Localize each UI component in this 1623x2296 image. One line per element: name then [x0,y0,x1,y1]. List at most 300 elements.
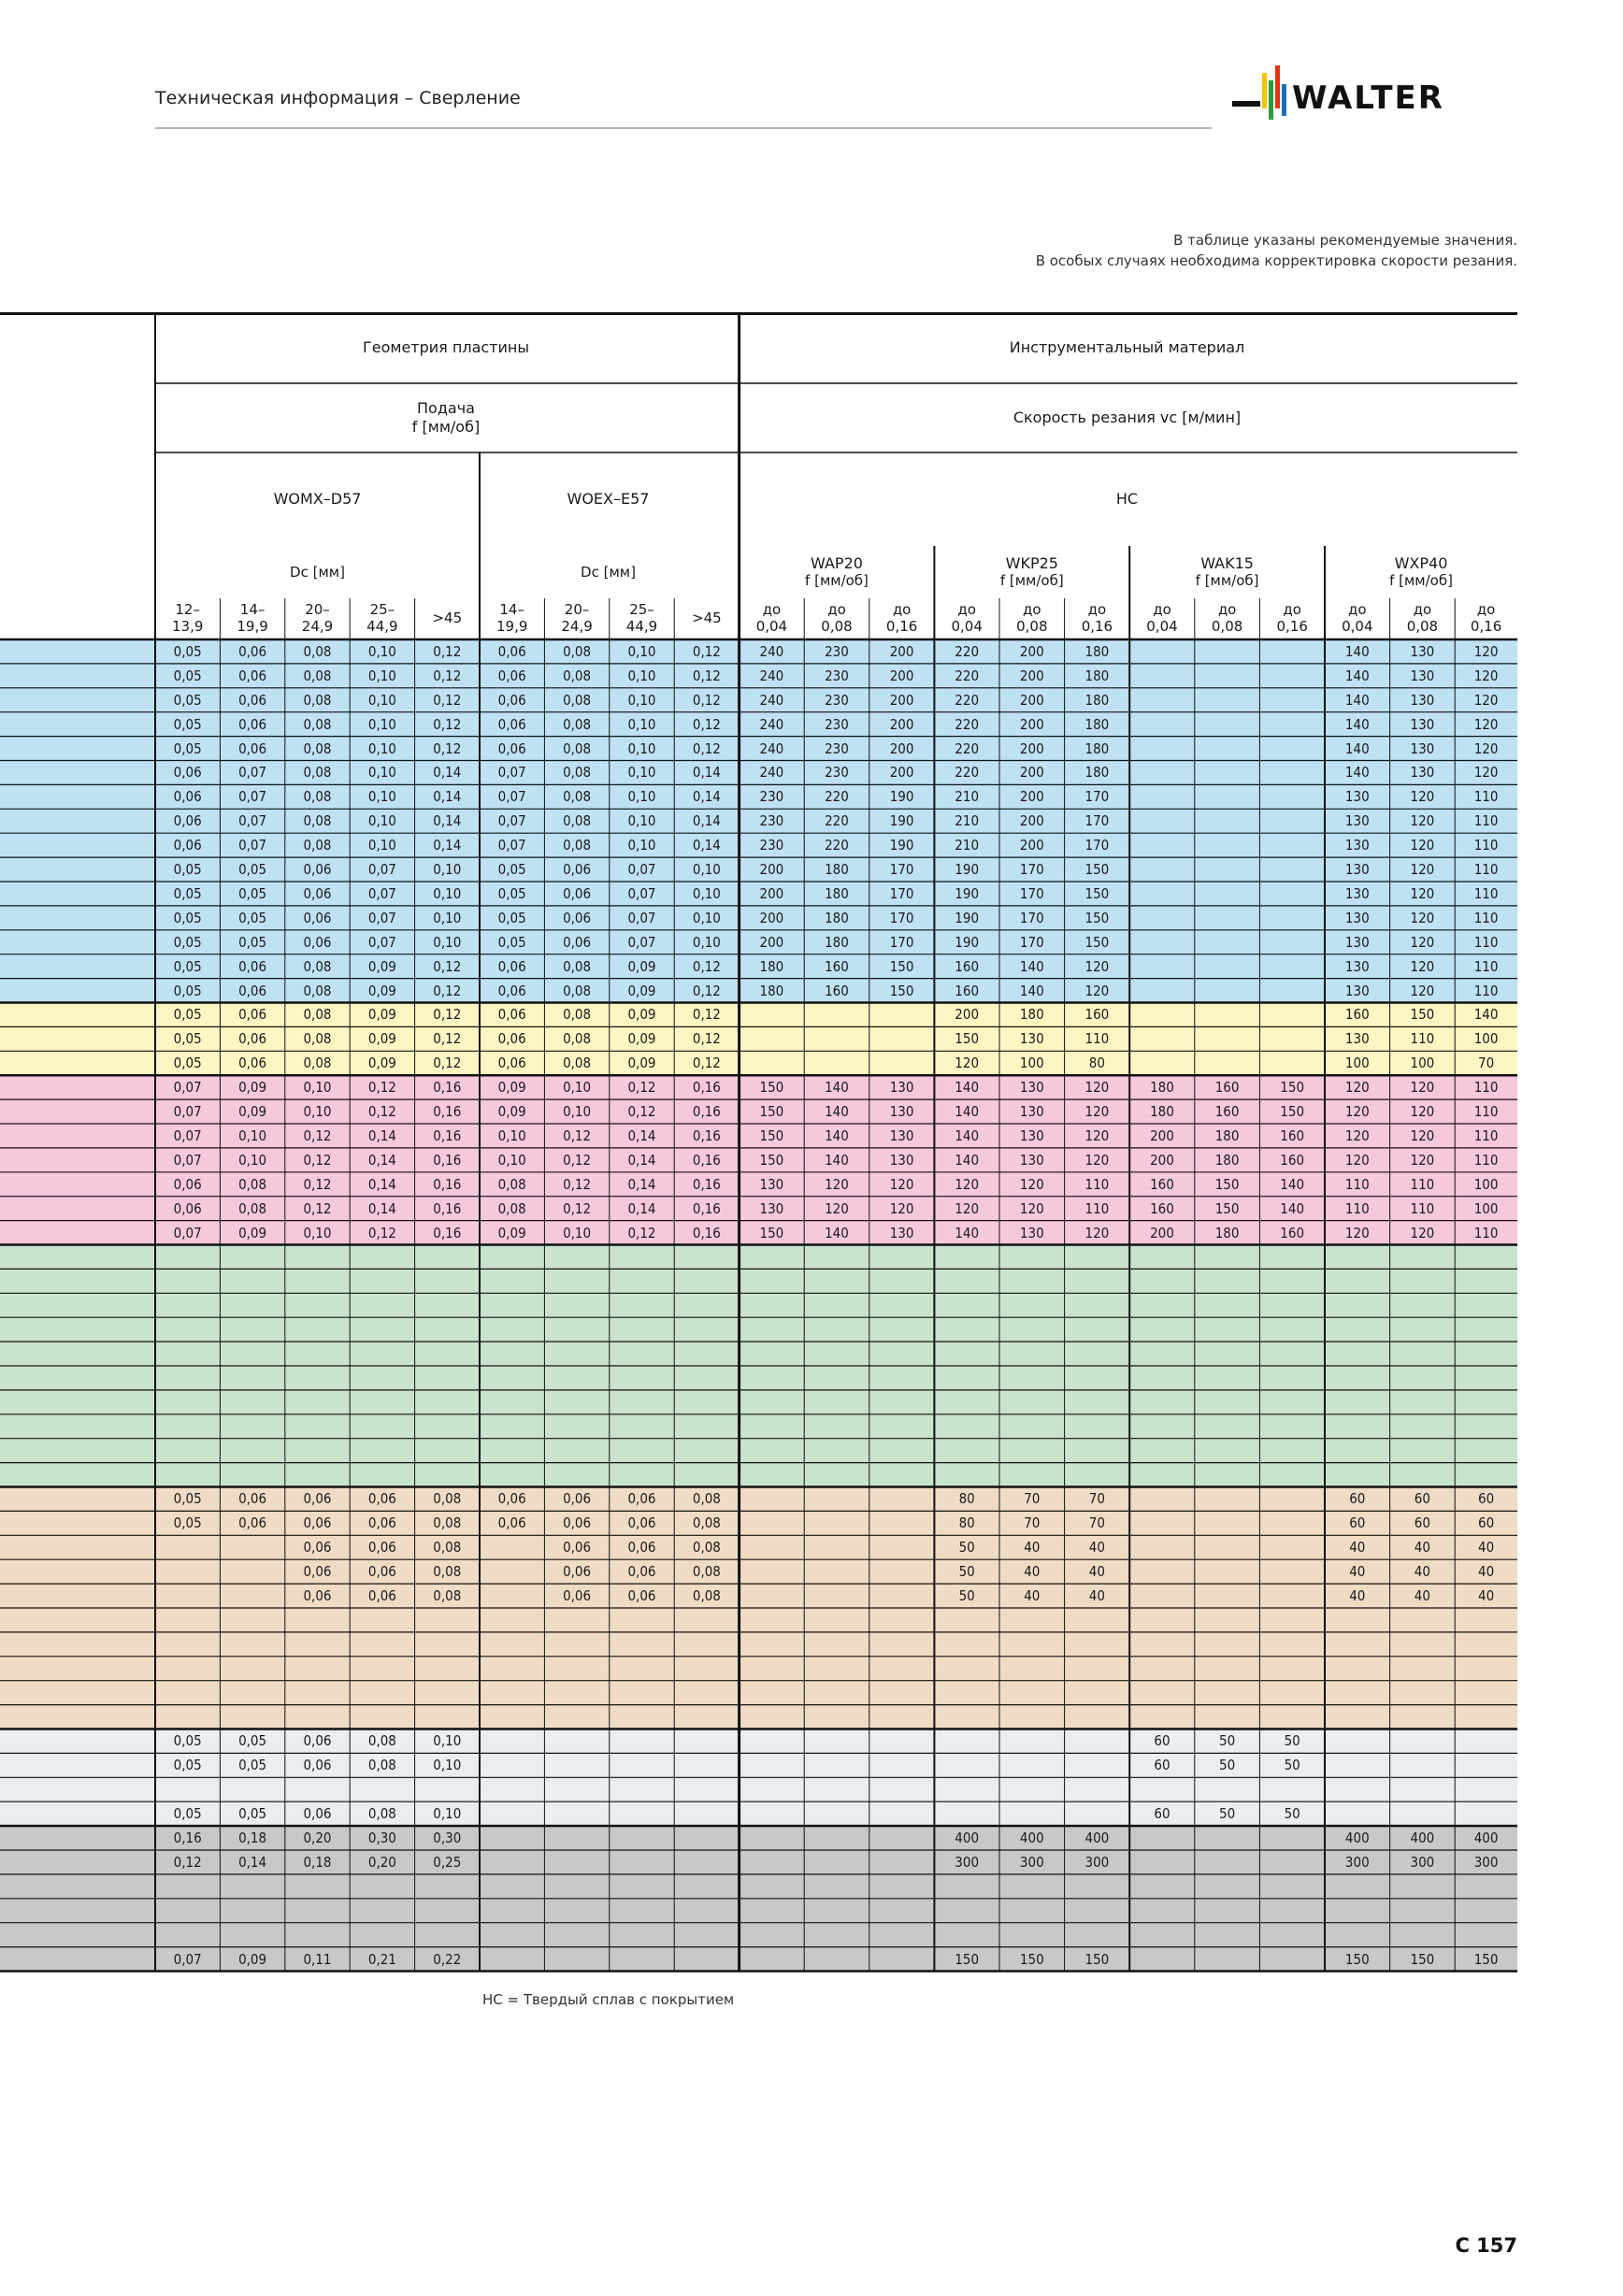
table-cell: 0,06 [497,957,526,975]
table-cell: 0,12 [627,1079,656,1097]
table-cell: 0,14 [627,1151,656,1169]
table-cell: 0,10 [238,1151,267,1169]
table-cell: 0,16 [433,1175,462,1193]
table-cell: 0,10 [563,1103,592,1121]
grade-name: WXP40 [1394,554,1448,572]
table-cell: 0,12 [173,1853,202,1871]
column-subheader: до 0,16 [885,601,918,635]
table-cell: 0,14 [367,1151,396,1169]
table-cell: 0,14 [627,1175,656,1193]
table-cell: 0,14 [692,812,721,830]
table-cell: 200 [1150,1151,1174,1169]
table-cell: 400 [955,1830,980,1847]
table-cell: 240 [759,691,784,709]
table-cell: 0,12 [692,957,721,975]
column-subheader: 14– 19,9 [237,601,268,635]
table-cell: 120 [1410,1224,1435,1241]
column-subheader: 14– 19,9 [496,601,528,635]
table-cell: 0,10 [367,715,396,733]
table-cell: 0,05 [238,884,267,902]
table-cell: 0,05 [173,909,202,926]
grade-feed-unit: f [мм/об] [1389,572,1453,589]
grade-name: WAK15 [1200,554,1254,572]
table-cell: 140 [1344,691,1370,709]
table-cell: 0,07 [238,788,267,806]
table-cell: 0,05 [173,933,202,951]
table-cell: 0,08 [563,1006,592,1024]
table-cell: 80 [958,1490,975,1508]
table-cell: 0,12 [563,1151,592,1169]
table-cell: 240 [759,764,784,782]
table-cell: 140 [1473,1006,1499,1024]
table-cell: 200 [1019,812,1044,830]
table-cell: 0,08 [303,691,332,709]
column-subheader: до 0,08 [1016,601,1048,635]
table-cell: 200 [889,667,914,684]
table-cell: 0,09 [627,982,656,999]
table-cell: 70 [1088,1490,1105,1508]
table-cell: 180 [1084,739,1110,757]
table-cell: 0,18 [303,1853,332,1871]
table-cell: 150 [1410,1006,1435,1024]
table-cell: 0,07 [367,909,396,926]
table-cell: 0,07 [173,1126,202,1144]
table-cell: 150 [1473,1950,1499,1968]
table-cell: 150 [955,1950,980,1968]
column-subheader: до 0,08 [1406,601,1439,635]
table-cell: 0,06 [563,861,592,879]
table-cell: 60 [1154,1805,1171,1823]
table-cell: 0,05 [173,667,202,684]
table-cell: 160 [1084,1006,1110,1024]
table-cell: 120 [825,1175,849,1193]
cutting-data-table [0,312,1517,1973]
table-cell: 70 [1024,1514,1041,1532]
column-subheader: 20– 24,9 [561,601,593,635]
table-cell: 140 [955,1103,980,1121]
table-cell: 0,08 [433,1490,462,1508]
table-cell: 0,08 [563,667,592,684]
table-cell: 180 [1084,715,1110,733]
table-cell: 0,12 [692,642,721,660]
table-cell: 170 [889,861,914,879]
table-cell: 160 [955,957,980,975]
row-background [0,1269,1517,1293]
table-cell: 0,06 [303,861,332,879]
table-cell: 110 [1473,1079,1499,1097]
table-cell: 0,06 [238,642,267,660]
table-cell: 220 [955,642,980,660]
table-cell: 170 [1084,837,1110,854]
table-cell: 120 [1344,1079,1370,1097]
table-cell: 0,05 [173,691,202,709]
row-background [0,1632,1517,1657]
table-cell: 0,07 [367,933,396,951]
table-cell: 130 [889,1126,914,1144]
feed-unit: f [мм/об] [411,418,481,436]
table-cell: 0,14 [692,788,721,806]
table-cell: 0,07 [627,933,656,951]
grade-feed-unit: f [мм/об] [999,572,1064,589]
table-cell: 0,06 [238,982,267,999]
table-cell: 0,20 [303,1830,332,1847]
table-cell: 190 [955,884,980,902]
table-cell: 120 [1084,1079,1110,1097]
table-cell: 120 [1410,1151,1435,1169]
table-cell: 0,07 [627,909,656,926]
table-cell: 0,08 [563,739,592,757]
table-cell: 160 [1280,1126,1305,1144]
table-cell: 0,25 [433,1853,462,1871]
table-cell: 150 [759,1224,784,1241]
table-cell: 180 [825,909,849,926]
table-cell: 110 [1473,1151,1499,1169]
table-cell: 60 [1154,1732,1171,1750]
table-cell: 60 [1478,1514,1495,1532]
table-cell: 130 [1344,909,1370,926]
table-cell: 0,06 [497,1490,526,1508]
table-cell: 170 [1084,812,1110,830]
table-cell: 0,06 [563,909,592,926]
table-cell: 200 [1019,739,1044,757]
table-cell: 40 [1024,1539,1041,1557]
table-cell: 160 [825,982,849,999]
table-cell: 200 [1019,642,1044,660]
table-cell: 140 [1280,1175,1305,1193]
table-cell: 120 [1410,812,1435,830]
table-cell: 0,09 [367,982,396,999]
table-cell: 220 [955,691,980,709]
table-cell: 100 [1473,1199,1499,1217]
table-cell: 60 [1154,1757,1171,1774]
table-cell: 0,12 [433,1030,462,1048]
table-cell: 0,06 [497,739,526,757]
table-cell: 0,06 [497,1030,526,1048]
table-cell: 170 [889,884,914,902]
table-cell: 120 [1410,1126,1435,1144]
table-cell: 0,12 [692,739,721,757]
table-cell: 0,30 [433,1830,462,1847]
table-cell: 0,09 [367,1006,396,1024]
table-cell: 40 [1478,1587,1495,1605]
table-cell: 0,08 [563,788,592,806]
table-cell: 0,06 [173,812,202,830]
table-cell: 150 [1084,909,1110,926]
table-cell: 40 [1414,1539,1430,1557]
table-cell: 170 [889,909,914,926]
table-cell: 60 [1414,1490,1430,1508]
table-cell: 0,14 [433,837,462,854]
table-cell: 0,05 [173,1490,202,1508]
table-cell: 0,16 [692,1175,721,1193]
table-cell: 190 [955,933,980,951]
table-cell: 0,07 [173,1079,202,1097]
table-cell: 230 [759,837,784,854]
table-cell: 0,10 [692,909,721,926]
table-cell: 170 [1019,933,1044,951]
table-cell: 0,20 [367,1853,396,1871]
table-cell: 220 [825,837,849,854]
row-background [0,1559,1517,1584]
grade-header-wap20 [740,548,935,596]
column-subheader: 25– 44,9 [366,601,398,635]
table-cell: 0,05 [173,861,202,879]
table-cell: 0,12 [303,1175,332,1193]
walter-logo [1232,60,1518,131]
table-cell: 150 [955,1030,980,1048]
table-cell: 170 [1019,909,1044,926]
table-cell: 200 [759,909,784,926]
column-subheader: >45 [432,610,463,626]
table-cell: 0,06 [627,1563,656,1581]
table-cell: 0,07 [238,764,267,782]
table-cell: 0,06 [173,1175,202,1193]
table-cell: 0,07 [173,1950,202,1968]
table-cell: 150 [1280,1079,1305,1097]
table-cell: 0,06 [367,1490,396,1508]
table-cell: 0,10 [692,933,721,951]
table-cell: 0,08 [303,1030,332,1048]
table-cell: 200 [889,715,914,733]
table-cell: 120 [1084,1151,1110,1169]
table-cell: 60 [1478,1490,1495,1508]
table-cell: 180 [759,982,784,999]
table-cell: 0,05 [238,1805,267,1823]
table-cell: 0,08 [303,642,332,660]
table-cell: 0,10 [433,861,462,879]
table-cell: 110 [1410,1030,1435,1048]
table-cell: 0,12 [433,715,462,733]
table-cell: 0,12 [367,1224,396,1241]
grade-name: WKP25 [1005,554,1058,572]
table-cell: 200 [1019,691,1044,709]
table-cell: 50 [1284,1805,1300,1823]
row-background [0,1705,1517,1729]
table-cell: 0,06 [238,739,267,757]
table-cell: 0,10 [367,764,396,782]
table-cell: 130 [1019,1151,1044,1169]
table-cell: 140 [1019,957,1044,975]
table-cell: 120 [1473,715,1499,733]
table-cell: 0,05 [173,1006,202,1024]
table-cell: 180 [1084,642,1110,660]
table-cell: 220 [825,788,849,806]
table-cell: 150 [889,957,914,975]
table-cell: 0,08 [303,957,332,975]
table-cell: 0,07 [627,861,656,879]
table-cell: 0,14 [627,1199,656,1217]
table-cell: 140 [1344,739,1370,757]
table-cell: 0,16 [433,1224,462,1241]
row-background [0,1899,1517,1923]
table-cell: 110 [1473,957,1499,975]
table-cell: 50 [958,1563,975,1581]
table-cell: 0,05 [173,884,202,902]
table-cell: 170 [1019,884,1044,902]
header-rule [155,127,1212,129]
table-cell: 120 [1344,1103,1370,1121]
table-cell: 0,06 [367,1587,396,1605]
table-cell: 0,06 [563,884,592,902]
table-cell: 0,16 [433,1126,462,1144]
table-cell: 120 [955,1199,980,1217]
table-cell: 0,10 [303,1103,332,1121]
table-cell: 0,08 [692,1490,721,1508]
table-cell: 0,06 [238,1030,267,1048]
table-cell: 0,12 [303,1151,332,1169]
table-cell: 40 [1414,1563,1430,1581]
table-cell: 130 [889,1151,914,1169]
table-cell: 160 [825,957,849,975]
table-cell: 120 [1410,957,1435,975]
table-cell: 110 [1084,1199,1110,1217]
table-cell: 400 [1019,1830,1044,1847]
table-cell: 0,06 [563,1490,592,1508]
column-subheader: до 0,04 [755,601,788,635]
table-cell: 180 [825,884,849,902]
table-cell: 0,12 [692,691,721,709]
table-cell: 180 [825,933,849,951]
table-cell: 60 [1349,1514,1366,1532]
table-cell: 0,16 [173,1830,202,1847]
table-cell: 120 [1344,1126,1370,1144]
table-cell: 0,08 [303,1055,332,1072]
table-cell: 150 [1084,884,1110,902]
table-cell: 150 [1280,1103,1305,1121]
table-cell: 0,12 [627,1103,656,1121]
table-cell: 120 [1473,739,1499,757]
row-background [0,1535,1517,1559]
table-cell: 0,06 [367,1563,396,1581]
table-cell: 0,12 [433,982,462,999]
row-background [0,1923,1517,1947]
table-cell: 0,12 [433,1006,462,1024]
table-cell: 0,05 [173,739,202,757]
table-cell: 120 [1019,1199,1044,1217]
table-cell: 0,14 [433,764,462,782]
table-cell: 170 [1019,861,1044,879]
table-cell: 0,06 [497,982,526,999]
table-cell: 0,06 [303,884,332,902]
table-cell: 190 [955,909,980,926]
table-cell: 0,16 [692,1224,721,1241]
table-cell: 110 [1473,1103,1499,1121]
table-cell: 190 [889,812,914,830]
table-cell: 0,05 [173,1732,202,1750]
table-cell: 0,12 [563,1126,592,1144]
table-cell: 0,12 [367,1079,396,1097]
note-line-2: В особых случаях необходима корректировка скорости резания. [1035,252,1517,269]
table-cell: 0,10 [563,1224,592,1241]
table-cell: 120 [1084,1103,1110,1121]
table-cell: 0,08 [433,1539,462,1557]
table-cell: 0,21 [367,1950,396,1968]
table-cell: 0,06 [173,764,202,782]
table-cell: 120 [1473,691,1499,709]
column-subheader: 12– 13,9 [171,601,204,635]
table-cell: 0,10 [627,788,656,806]
table-cell: 140 [955,1079,980,1097]
table-cell: 0,10 [367,837,396,854]
grade-header-wkp25 [934,548,1129,596]
table-cell: 0,06 [497,691,526,709]
table-cell: 0,05 [238,1732,267,1750]
table-cell: 40 [1088,1563,1105,1581]
table-cell: 0,12 [367,1103,396,1121]
table-cell: 70 [1024,1490,1041,1508]
table-cell: 0,16 [692,1079,721,1097]
logo-stripe-green [1269,80,1273,120]
table-cell: 160 [1280,1224,1305,1241]
page-title: Техническая информация – Сверление [155,88,521,108]
table-cell: 50 [1284,1732,1300,1750]
table-cell: 0,30 [367,1830,396,1847]
table-cell: 150 [759,1126,784,1144]
table-cell: 0,12 [433,957,462,975]
table-cell: 130 [1344,1030,1370,1048]
table-cell: 150 [1344,1950,1370,1968]
table-cell: 0,12 [692,715,721,733]
table-cell: 130 [1019,1079,1044,1097]
table-cell: 0,09 [627,1006,656,1024]
table-cell: 300 [955,1853,980,1871]
table-cell: 0,06 [627,1539,656,1557]
table-cell: 0,09 [497,1224,526,1241]
column-subheader: до 0,08 [821,601,853,635]
table-cell: 0,06 [563,933,592,951]
table-cell: 190 [889,837,914,854]
table-cell: 120 [1410,1079,1435,1097]
table-cell: 0,10 [627,764,656,782]
table-cell: 40 [1349,1587,1366,1605]
table-cell: 130 [1344,812,1370,830]
table-cell: 0,16 [433,1103,462,1121]
table-cell: 100 [1410,1055,1435,1072]
grade-header-wxp40 [1325,548,1517,596]
table-cell: 110 [1473,837,1499,854]
table-cell: 200 [1019,764,1044,782]
table-cell: 120 [1084,982,1110,999]
table-cell: 40 [1478,1539,1495,1557]
row-background [0,1414,1517,1439]
table-cell: 110 [1473,909,1499,926]
table-cell: 0,12 [303,1199,332,1217]
table-cell: 120 [889,1175,914,1193]
table-cell: 0,09 [627,957,656,975]
table-cell: 0,10 [497,1151,526,1169]
table-cell: 100 [1473,1175,1499,1193]
table-cell: 100 [1019,1055,1044,1072]
table-cell: 40 [1349,1539,1366,1557]
table-cell: 0,10 [692,861,721,879]
table-cell: 0,08 [303,788,332,806]
table-cell: 200 [1150,1126,1174,1144]
table-cell: 0,12 [433,691,462,709]
table-cell: 0,08 [303,715,332,733]
table-cell: 0,14 [238,1853,267,1871]
table-cell: 0,06 [303,1490,332,1508]
table-cell: 180 [1214,1151,1240,1169]
table-cell: 70 [1478,1055,1495,1072]
table-cell: 0,08 [303,837,332,854]
table-cell: 200 [889,739,914,757]
woex-dc-label: Dc [мм] [581,564,636,581]
table-cell: 130 [1410,715,1435,733]
table-cell: 0,16 [433,1079,462,1097]
table-cell: 120 [1084,957,1110,975]
table-cell: 0,06 [627,1514,656,1532]
table-cell: 110 [1473,884,1499,902]
